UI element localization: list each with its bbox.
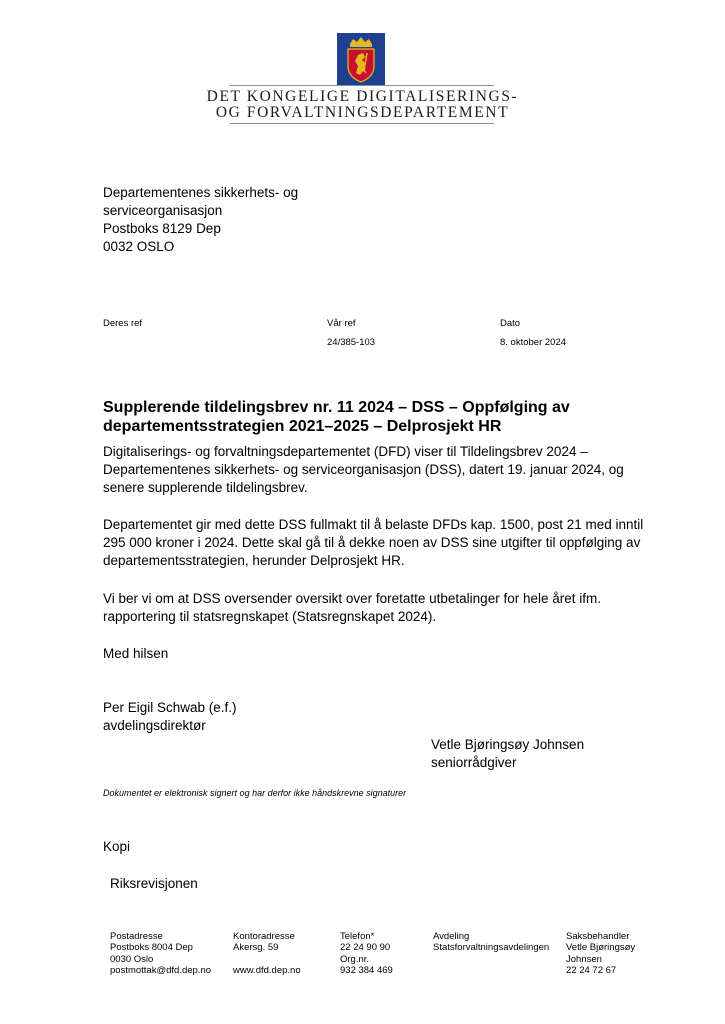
recipient-line4: 0032 OSLO xyxy=(103,239,175,254)
footer-saksbehandler xyxy=(566,931,635,976)
footer-telefon xyxy=(340,931,393,976)
footer-avdeling-label: Avdeling xyxy=(433,931,470,942)
footer-kontoradresse-line1: Akersg. 59 xyxy=(233,942,279,954)
footer-avdeling-line1: Statsforvaltningsavdelingen xyxy=(433,942,550,954)
copy-recipient: Riksrevisjonen xyxy=(110,876,198,891)
footer-postadresse-label: Postadresse xyxy=(110,931,163,942)
coat-of-arms-icon xyxy=(337,33,385,85)
footer-orgnr-label: Org.nr. xyxy=(340,953,370,965)
footer-telefon-label: Telefon* xyxy=(340,931,375,942)
footer-kontoradresse xyxy=(233,931,301,976)
signer2-title: seniorrådgiver xyxy=(431,755,517,770)
footer-postadresse xyxy=(110,931,211,976)
ministry-name-line2: OG FORVALTNINGSDEPARTEMENT xyxy=(215,104,510,121)
footer-kontoradresse-label: Kontoradresse xyxy=(233,931,295,942)
signature-disclaimer: Dokumentet er elektronisk signert og har derfor ikke håndskrevne signaturer xyxy=(103,788,407,798)
signer1-name: Per Eigil Schwab (e.f.) xyxy=(103,700,237,715)
var-ref-label: Vår ref xyxy=(327,318,356,329)
paragraph-2: Departementet gir med dette DSS fullmakt til å belaste DFDs kap. 1500, post 21 med inntil 295 000 kroner i 2024. Dette skal gå til å dekke noen av DSS sine utgifter til oppfølging av departementsstrategien, herunder Delprosjekt HR. xyxy=(103,517,644,569)
footer-avdeling xyxy=(433,931,549,954)
signer1-title: avdelingsdirektør xyxy=(103,718,206,733)
recipient-line2: serviceorganisasjon xyxy=(103,203,223,218)
footer-orgnr-value: 932 384 469 xyxy=(340,964,393,976)
letter-title: Supplerende tildelingsbrev nr. 11 2024 – DSS – Oppfølging av departementsstrategien 2021–2025 – Delprosjekt HR xyxy=(103,399,570,435)
footer-saksbehandler-line2: Johnsen xyxy=(566,953,602,965)
recipient-line3: Postboks 8129 Dep xyxy=(103,221,221,236)
recipient-address xyxy=(103,184,298,256)
dato-label: Dato xyxy=(500,318,521,329)
footer-telefon-line1: 22 24 90 90 xyxy=(340,942,391,954)
footer-website: www.dfd.dep.no xyxy=(233,964,301,976)
header-rule-top xyxy=(230,85,494,86)
footer-email: postmottak@dfd.dep.no xyxy=(110,964,212,976)
recipient-line1: Departementenes sikkerhets- og xyxy=(103,185,299,200)
var-ref-value: 24/385-103 xyxy=(327,337,376,348)
footer-saksbehandler-line1: Vetle Bjøringsøy xyxy=(566,942,636,954)
footer-postadresse-line2: 0030 Oslo xyxy=(110,953,154,965)
copy-label: Kopi xyxy=(103,839,131,854)
footer-postadresse-line1: Postboks 8004 Dep xyxy=(110,942,193,954)
paragraph-3: Vi ber vi om at DSS oversender oversikt over foretatte utbetalinger for hele året ifm. rapportering til statsregnskapet (Statsregnskapet 2024). xyxy=(103,591,601,625)
footer-saksbehandler-phone: 22 24 72 67 xyxy=(566,964,617,976)
paragraph-1: Digitaliserings- og forvaltningsdepartementet (DFD) viser til Tildelingsbrev 2024 – Departementenes sikkerhets- og serviceorganisasjon (DSS), datert 19. januar 2024, og senere supplerende tildelingsbrev. xyxy=(103,444,624,496)
ministry-name-line1: DET KONGELIGE DIGITALISERINGS- xyxy=(206,88,519,105)
footer-saksbehandler-label: Saksbehandler xyxy=(566,931,630,942)
greeting: Med hilsen xyxy=(103,646,169,661)
header-rule-bottom xyxy=(230,123,494,124)
deres-ref-label: Deres ref xyxy=(103,318,143,329)
dato-value: 8. oktober 2024 xyxy=(500,337,567,348)
signer2-name: Vetle Bjøringsøy Johnsen xyxy=(431,737,585,752)
